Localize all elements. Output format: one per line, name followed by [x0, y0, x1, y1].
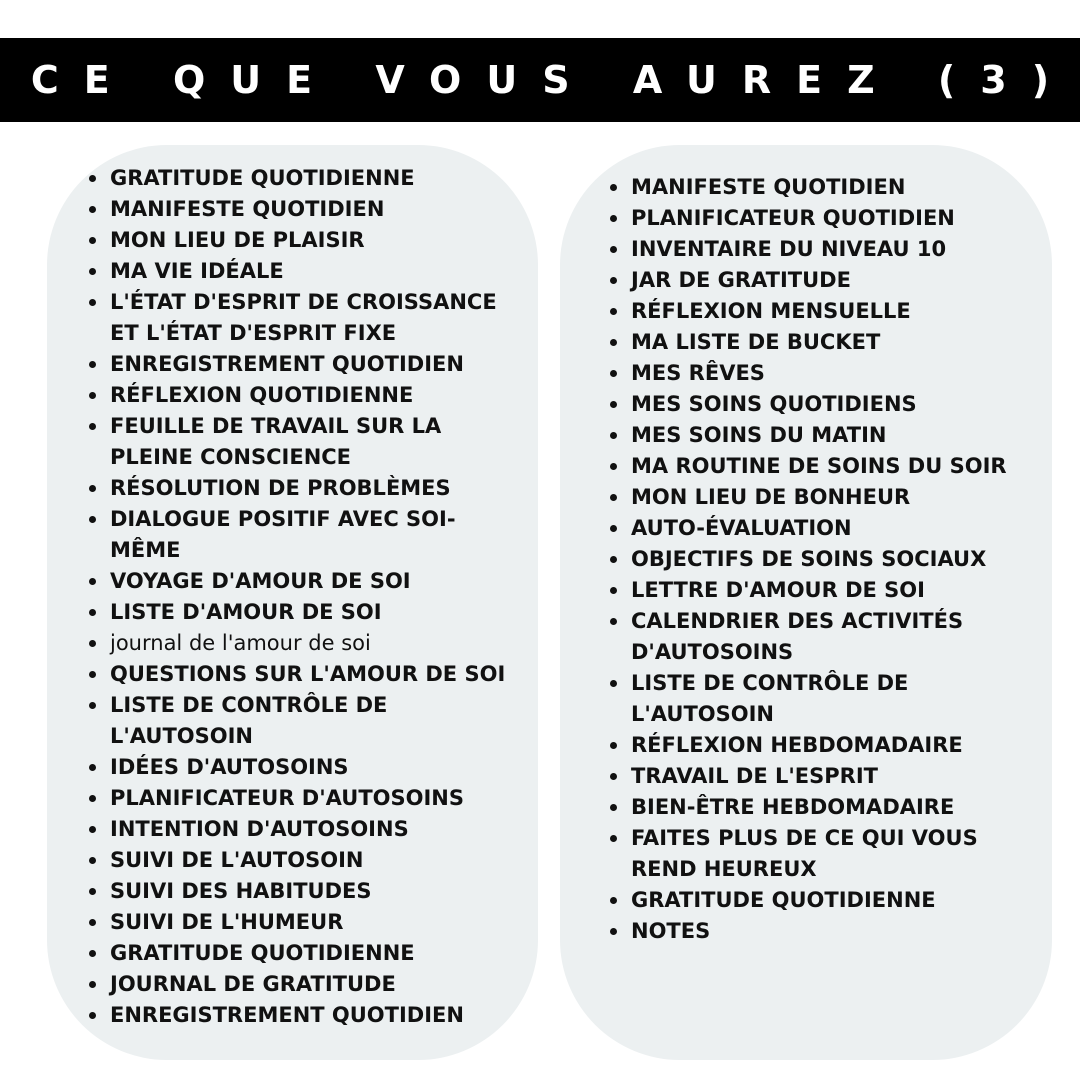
list-item [606, 451, 1051, 482]
list-item-text: MANIFESTE QUOTIDIEN [110, 197, 385, 221]
list-item [85, 597, 525, 628]
list-item [606, 792, 1051, 823]
list-item [606, 327, 1051, 358]
list-item-text: LISTE DE CONTRÔLE DE [631, 671, 909, 695]
list-item [85, 876, 525, 907]
list-item [85, 225, 525, 256]
list-item-text: RÉFLEXION QUOTIDIENNE [110, 383, 414, 407]
list-item [606, 823, 1051, 885]
left-item-list [85, 163, 525, 1031]
list-item [85, 380, 525, 411]
list-item-text: MON LIEU DE BONHEUR [631, 485, 911, 509]
list-item-text: MA ROUTINE DE SOINS DU SOIR [631, 454, 1007, 478]
list-item-text: RÉFLEXION MENSUELLE [631, 299, 911, 323]
list-item [85, 907, 525, 938]
list-item-text: AUTO-ÉVALUATION [631, 516, 852, 540]
list-item-text: MÊME [110, 538, 181, 562]
list-item [85, 752, 525, 783]
list-item [85, 938, 525, 969]
list-item-text: SUIVI DE L'AUTOSOIN [110, 848, 364, 872]
list-item [606, 265, 1051, 296]
list-item-text: INVENTAIRE DU NIVEAU 10 [631, 237, 947, 261]
list-item-text: D'AUTOSOINS [631, 640, 794, 664]
list-item [606, 544, 1051, 575]
page-title: CE QUE VOUS AUREZ (3) [30, 58, 1075, 102]
list-item-text: OBJECTIFS DE SOINS SOCIAUX [631, 547, 987, 571]
list-item-text: PLEINE CONSCIENCE [110, 445, 352, 469]
list-item-text: ENREGISTREMENT QUOTIDIEN [110, 352, 464, 376]
list-item [85, 473, 525, 504]
list-item-text: VOYAGE D'AMOUR DE SOI [110, 569, 411, 593]
list-item-text: MA VIE IDÉALE [110, 259, 284, 283]
list-item [606, 172, 1051, 203]
list-item [606, 203, 1051, 234]
list-item [85, 628, 525, 659]
list-item-text: QUESTIONS SUR L'AMOUR DE SOI [110, 662, 506, 686]
list-item-text: journal de l'amour de soi [110, 631, 371, 655]
list-item [85, 659, 525, 690]
list-item-text: JOURNAL DE GRATITUDE [110, 972, 396, 996]
list-item-text: PLANIFICATEUR QUOTIDIEN [631, 206, 955, 230]
title-banner [0, 38, 1080, 122]
list-item-text: GRATITUDE QUOTIDIENNE [631, 888, 936, 912]
list-item-text: L'AUTOSOIN [110, 724, 254, 748]
list-item [606, 234, 1051, 265]
list-item [85, 194, 525, 225]
list-item-text: JAR DE GRATITUDE [631, 268, 851, 292]
list-item-text: RÉSOLUTION DE PROBLÈMES [110, 476, 451, 500]
list-item-text: NOTES [631, 919, 711, 943]
list-item-text: PLANIFICATEUR D'AUTOSOINS [110, 786, 464, 810]
list-item [85, 690, 525, 752]
list-item-text: ENREGISTREMENT QUOTIDIEN [110, 1003, 464, 1027]
list-item [85, 504, 525, 566]
list-item [606, 358, 1051, 389]
list-item [85, 783, 525, 814]
list-item-text: CALENDRIER DES ACTIVITÉS [631, 609, 964, 633]
list-item [606, 575, 1051, 606]
list-item-text: DIALOGUE POSITIF AVEC SOI- [110, 507, 456, 531]
list-item-text: IDÉES D'AUTOSOINS [110, 755, 349, 779]
list-item [85, 287, 525, 349]
list-item-text: MES SOINS DU MATIN [631, 423, 887, 447]
list-item [606, 606, 1051, 668]
list-item [606, 296, 1051, 327]
list-item-text: REND HEUREUX [631, 857, 817, 881]
list-item-text: L'AUTOSOIN [631, 702, 775, 726]
right-panel [560, 145, 1052, 1060]
list-item-text: LETTRE D'AMOUR DE SOI [631, 578, 925, 602]
list-item [606, 761, 1051, 792]
list-item [85, 969, 525, 1000]
list-item-text: FEUILLE DE TRAVAIL SUR LA [110, 414, 442, 438]
list-item-text: RÉFLEXION HEBDOMADAIRE [631, 733, 963, 757]
list-item-text: BIEN-ÊTRE HEBDOMADAIRE [631, 795, 955, 819]
list-item-text: MON LIEU DE PLAISIR [110, 228, 365, 252]
list-item-text: SUIVI DES HABITUDES [110, 879, 372, 903]
right-item-list [606, 172, 1051, 947]
list-item-text: GRATITUDE QUOTIDIENNE [110, 941, 415, 965]
list-item-text: MA LISTE DE BUCKET [631, 330, 881, 354]
list-item [606, 482, 1051, 513]
list-item-text: INTENTION D'AUTOSOINS [110, 817, 409, 841]
list-item [85, 1000, 525, 1031]
list-item [606, 420, 1051, 451]
list-item [606, 668, 1051, 730]
list-item-text: GRATITUDE QUOTIDIENNE [110, 166, 415, 190]
list-item [85, 845, 525, 876]
list-item-text: LISTE D'AMOUR DE SOI [110, 600, 382, 624]
list-item [606, 513, 1051, 544]
list-item-text: FAITES PLUS DE CE QUI VOUS [631, 826, 978, 850]
list-item [606, 916, 1051, 947]
list-item-text: TRAVAIL DE L'ESPRIT [631, 764, 878, 788]
list-item-text: MES SOINS QUOTIDIENS [631, 392, 917, 416]
list-item [85, 256, 525, 287]
list-item [606, 885, 1051, 916]
list-item-text: MANIFESTE QUOTIDIEN [631, 175, 906, 199]
list-item [85, 163, 525, 194]
list-item-text: L'ÉTAT D'ESPRIT DE CROISSANCE [110, 290, 497, 314]
left-panel [47, 145, 538, 1060]
list-item [85, 566, 525, 597]
list-item-text: LISTE DE CONTRÔLE DE [110, 693, 388, 717]
list-item-text: MES RÊVES [631, 361, 765, 385]
list-item-text: SUIVI DE L'HUMEUR [110, 910, 344, 934]
list-item [85, 814, 525, 845]
list-item-text: ET L'ÉTAT D'ESPRIT FIXE [110, 321, 397, 345]
list-item [85, 349, 525, 380]
list-item [85, 411, 525, 473]
list-item [606, 730, 1051, 761]
list-item [606, 389, 1051, 420]
